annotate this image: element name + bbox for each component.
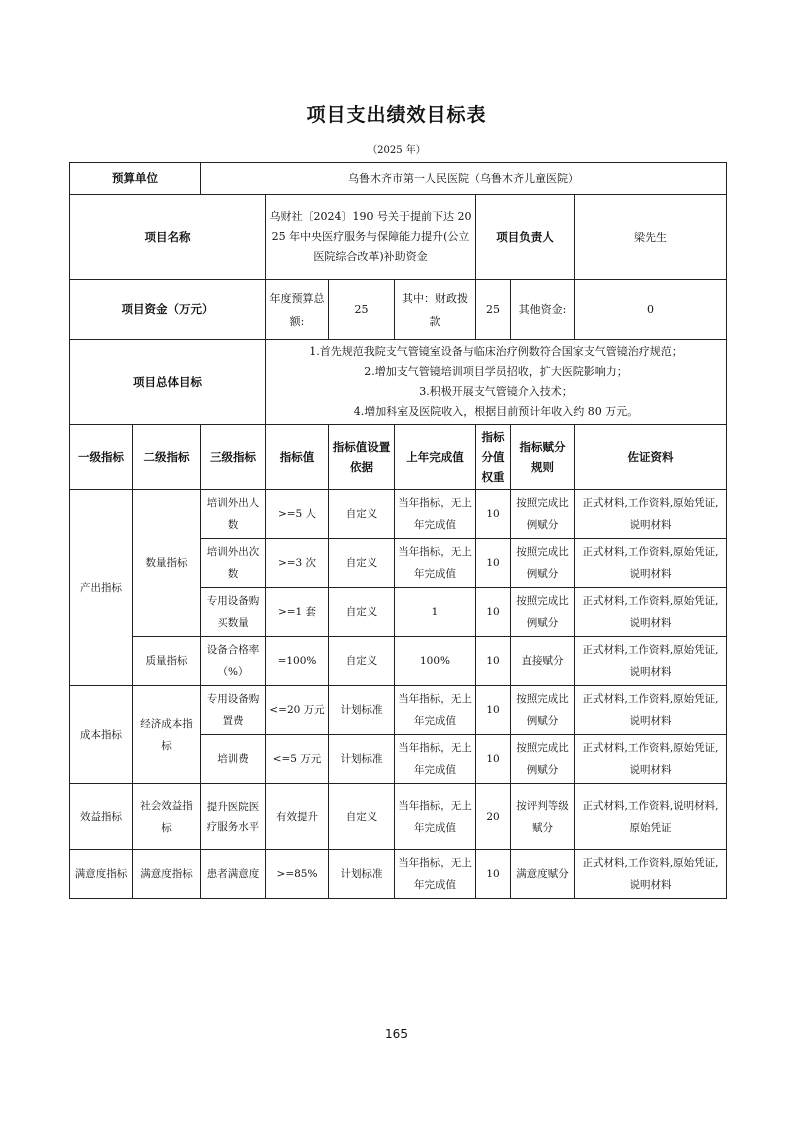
level2-cell: 质量指标	[133, 637, 201, 686]
evidence-cell: 正式材料,工作资料,原始凭证,说明材料	[575, 850, 727, 899]
evidence-cell: 正式材料,工作资料,原始凭证,说明材料	[575, 735, 727, 784]
header-cell: 指标赋分规则	[511, 425, 575, 490]
annual-budget-label: 年度预算总额:	[266, 280, 329, 340]
level3-cell: 专用设备购置费	[201, 686, 266, 735]
value-cell: <=20 万元	[266, 686, 329, 735]
rule-cell: 满意度赋分	[511, 850, 575, 899]
weight-cell: 10	[476, 686, 511, 735]
other-value: 0	[575, 280, 727, 340]
level2-cell: 满意度指标	[133, 850, 201, 899]
evidence-cell: 正式材料,工作资料,说明材料,原始凭证	[575, 784, 727, 850]
level3-cell: 患者满意度	[201, 850, 266, 899]
last-cell: 当年指标，无上年完成值	[395, 735, 476, 784]
header-cell: 指标值设置依据	[329, 425, 395, 490]
weight-cell: 10	[476, 735, 511, 784]
last-cell: 当年指标，无上年完成值	[395, 539, 476, 588]
goal-item: 1.首先规范我院支气管镜室设备与临床治疗例数符合国家支气管镜治疗规范；	[309, 345, 683, 358]
goal-value	[266, 340, 727, 425]
unit-value: 乌鲁木齐市第一人民医院（乌鲁木齐儿童医院）	[201, 163, 727, 195]
value-cell: >=85%	[266, 850, 329, 899]
value-cell: >=5 人	[266, 490, 329, 539]
annual-budget-value: 25	[329, 280, 395, 340]
goal-item: 3.积极开展支气管镜介入技术；	[419, 385, 573, 398]
basis-cell: 计划标准	[329, 735, 395, 784]
weight-cell: 20	[476, 784, 511, 850]
weight-cell: 10	[476, 588, 511, 637]
evidence-cell: 正式材料,工作资料,原始凭证,说明材料	[575, 637, 727, 686]
header-cell: 佐证资料	[575, 425, 727, 490]
fiscal-value: 25	[476, 280, 511, 340]
rule-cell: 直接赋分	[511, 637, 575, 686]
level1-cell: 效益指标	[70, 784, 133, 850]
level3-cell: 培训费	[201, 735, 266, 784]
level2-cell: 经济成本指标	[133, 686, 201, 784]
basis-cell: 自定义	[329, 539, 395, 588]
header-cell: 二级指标	[133, 425, 201, 490]
goal-label: 项目总体目标	[70, 340, 266, 425]
fiscal-label: 其中：财政拨款	[395, 280, 476, 340]
basis-cell: 自定义	[329, 588, 395, 637]
level3-cell: 设备合格率（%）	[201, 637, 266, 686]
value-cell: >=3 次	[266, 539, 329, 588]
last-cell: 当年指标，无上年完成值	[395, 490, 476, 539]
manager-value: 梁先生	[575, 195, 727, 280]
rule-cell: 按照完成比例赋分	[511, 735, 575, 784]
basis-cell: 自定义	[329, 784, 395, 850]
level3-cell: 专用设备购买数量	[201, 588, 266, 637]
level1-cell: 产出指标	[70, 490, 133, 686]
header-cell: 一级指标	[70, 425, 133, 490]
rule-cell: 按照完成比例赋分	[511, 588, 575, 637]
unit-label: 预算单位	[70, 163, 201, 195]
level3-cell: 培训外出次数	[201, 539, 266, 588]
basis-cell: 自定义	[329, 637, 395, 686]
header-cell: 指标值	[266, 425, 329, 490]
value-cell: >=1 套	[266, 588, 329, 637]
evidence-cell: 正式材料,工作资料,原始凭证,说明材料	[575, 588, 727, 637]
rule-cell: 按照完成比例赋分	[511, 539, 575, 588]
last-cell: 1	[395, 588, 476, 637]
rule-cell: 按照完成比例赋分	[511, 686, 575, 735]
level1-cell: 满意度指标	[70, 850, 133, 899]
weight-cell: 10	[476, 637, 511, 686]
header-cell: 上年完成值	[395, 425, 476, 490]
page-title: 项目支出绩效目标表	[306, 104, 487, 126]
rule-cell: 按评判等级赋分	[511, 784, 575, 850]
last-cell: 当年指标，无上年完成值	[395, 850, 476, 899]
weight-cell: 10	[476, 490, 511, 539]
last-cell: 当年指标，无上年完成值	[395, 686, 476, 735]
basis-cell: 自定义	[329, 490, 395, 539]
manager-label: 项目负责人	[476, 195, 575, 280]
header-cell: 指标分值权重	[476, 425, 511, 490]
level2-cell: 社会效益指标	[133, 784, 201, 850]
weight-cell: 10	[476, 850, 511, 899]
weight-cell: 10	[476, 539, 511, 588]
other-label: 其他资金:	[511, 280, 575, 340]
level2-cell: 数量指标	[133, 490, 201, 637]
value-cell: =100%	[266, 637, 329, 686]
project-name-label: 项目名称	[70, 195, 266, 280]
project-name-value: 乌财社〔2024〕190 号关于提前下达 2025 年中央医疗服务与保障能力提升(公立医院综合改革)补助资金	[266, 195, 476, 280]
value-cell: <=5 万元	[266, 735, 329, 784]
performance-table	[69, 162, 727, 899]
evidence-cell: 正式材料,工作资料,原始凭证,说明材料	[575, 686, 727, 735]
goal-item: 2.增加支气管镜培训项目学员招收，扩大医院影响力；	[364, 365, 628, 378]
evidence-cell: 正式材料,工作资料,原始凭证,说明材料	[575, 490, 727, 539]
value-cell: 有效提升	[266, 784, 329, 850]
header-cell: 三级指标	[201, 425, 266, 490]
funds-label: 项目资金（万元）	[70, 280, 266, 340]
goal-item: 4.增加科室及医院收入，根据目前预计年收入约 80 万元。	[353, 405, 639, 418]
page-number: 165	[385, 1027, 408, 1041]
basis-cell: 计划标准	[329, 686, 395, 735]
last-cell: 当年指标，无上年完成值	[395, 784, 476, 850]
level3-cell: 提升医院医疗服务水平	[201, 784, 266, 850]
evidence-cell: 正式材料,工作资料,原始凭证,说明材料	[575, 539, 727, 588]
level1-cell: 成本指标	[70, 686, 133, 784]
level3-cell: 培训外出人数	[201, 490, 266, 539]
last-cell: 100%	[395, 637, 476, 686]
basis-cell: 计划标准	[329, 850, 395, 899]
year-label: （2025 年）	[367, 145, 426, 156]
rule-cell: 按照完成比例赋分	[511, 490, 575, 539]
